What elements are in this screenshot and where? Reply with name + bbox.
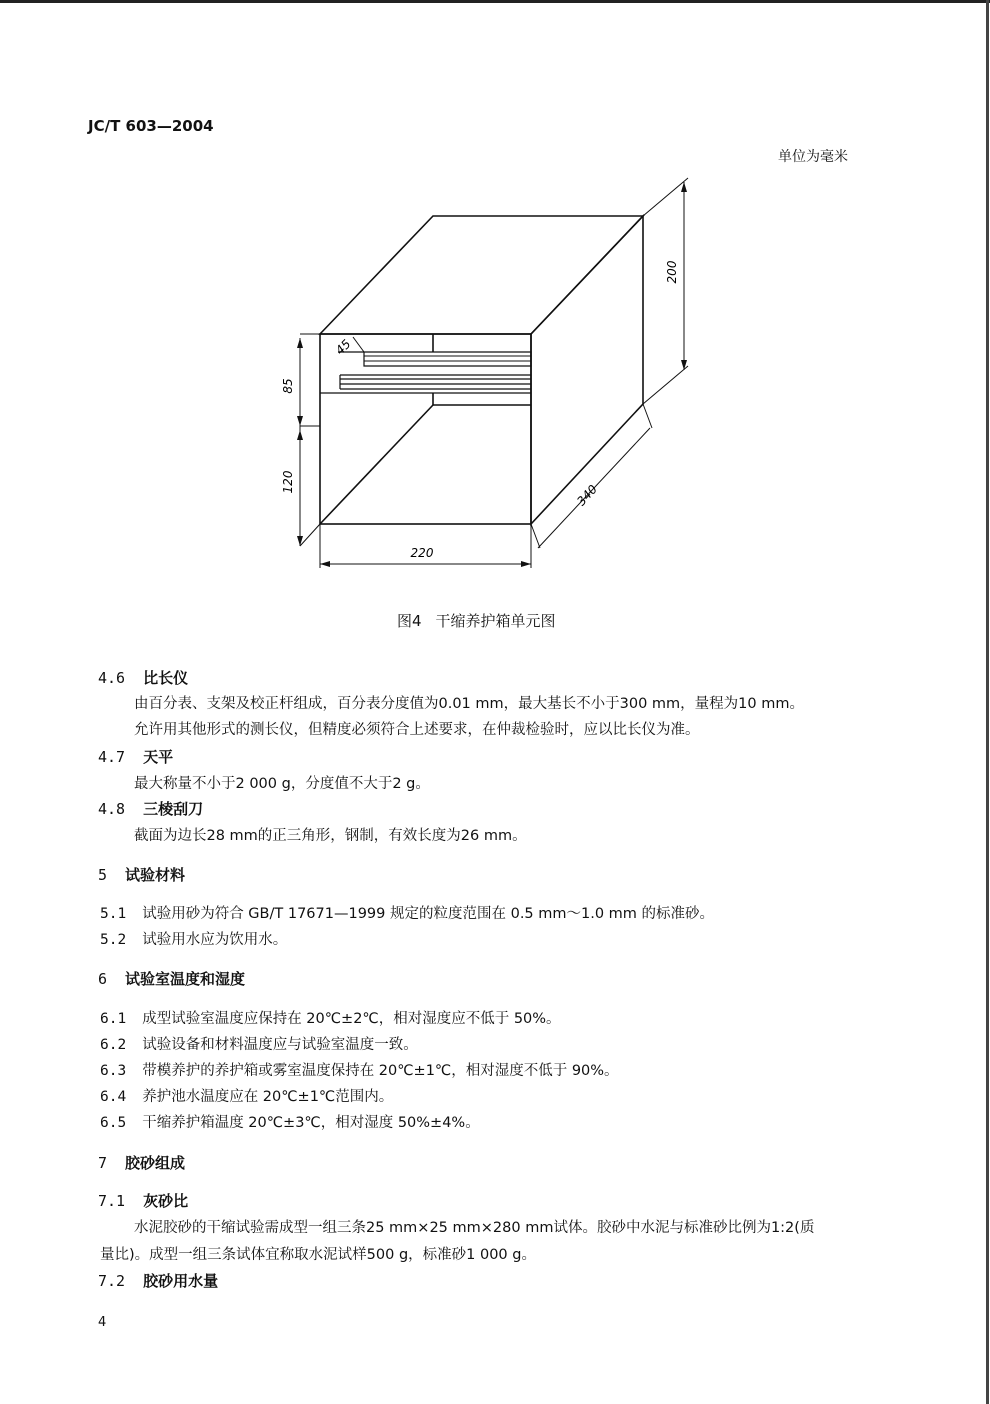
inner-diagonal-floor [320, 405, 433, 524]
para-7-1-line1: 水泥胶砂的干缩试验需成型一组三条25 mm×25 mm×280 mm试体。胶砂中水泥与标准砂比例为1:2(质 [134, 1220, 815, 1236]
heading-6: 6 试验室温度和湿度 [98, 970, 246, 988]
para-7-1-line2: 量比)。成型一组三条试体宜称取水泥试样500 g，标准砂1 000 g。 [100, 1247, 536, 1263]
para-4-7: 最大称量不小于2 000 g，分度值不大于2 g。 [134, 776, 430, 792]
item-6-3: 6.3 带模养护的养护箱或雾室温度保持在 20℃±1℃，相对湿度不低于 90%。 [100, 1063, 619, 1079]
box-right-face [531, 216, 643, 524]
heading-4-8: 4.8 三棱刮刀 [98, 800, 204, 818]
heading-4-6: 4.6 比长仪 [98, 669, 189, 687]
heading-4-7: 4.7 天平 [98, 748, 174, 766]
item-6-1: 6.1 成型试验室温度应保持在 20℃±2℃，相对湿度应不低于 50%。 [100, 1011, 561, 1027]
para-4-6-line1: 由百分表、支架及校正杆组成，百分表分度值为0.01 mm，最大基长不小于300 mm，量程为10 mm。 [134, 696, 804, 712]
dim-label-120: 120 [281, 470, 295, 494]
dim-label-220: 220 [410, 546, 434, 560]
upper-shelf [338, 352, 531, 366]
figure-caption-text: 干缩养护箱单元图 [435, 612, 556, 630]
heading-7-1: 7.1 灰砂比 [98, 1192, 189, 1210]
heading-7: 7 胶砂组成 [98, 1154, 186, 1172]
document-code: JC/T 603—2004 [88, 117, 214, 135]
item-6-2: 6.2 试验设备和材料温度应与试验室温度一致。 [100, 1037, 418, 1053]
arrow-200-bottom [681, 360, 687, 370]
heading-5: 5 试验材料 [98, 866, 186, 884]
figure-caption [397, 610, 570, 631]
dim-label-45: 45 [332, 336, 354, 358]
item-6-5: 6.5 干缩养护箱温度 20℃±3℃，相对湿度 50%±4%。 [100, 1115, 480, 1131]
figure-caption-number: 图4 [397, 612, 422, 630]
box-front-face [320, 334, 531, 524]
dim-label-200: 200 [665, 260, 679, 284]
page-number: 4 [98, 1315, 107, 1330]
heading-7-2: 7.2 胶砂用水量 [98, 1272, 219, 1290]
unit-note: 单位为毫米 [778, 149, 848, 165]
top-border-rule [0, 0, 990, 3]
para-4-6-line2: 允许用其他形式的测长仪，但精度必须符合上述要求，在仲裁检验时，应以比长仪为准。 [134, 722, 700, 738]
para-4-8: 截面为边长28 mm的正三角形，钢制，有效长度为26 mm。 [134, 828, 527, 844]
item-5-2: 5.2 试验用水应为饮用水。 [100, 932, 288, 948]
item-6-4: 6.4 养护池水温度应在 20℃±1℃范围内。 [100, 1089, 394, 1105]
curing-box-unit-diagram [270, 170, 710, 580]
item-5-1: 5.1 试验用砂为符合 GB/T 17671—1999 规定的粒度范围在 0.5 mm～1.0 mm 的标准砂。 [100, 906, 715, 922]
dim-label-340: 340 [574, 482, 601, 509]
box-top-face [320, 216, 643, 334]
dim-label-85: 85 [281, 378, 295, 394]
right-border-rule [986, 0, 989, 1404]
